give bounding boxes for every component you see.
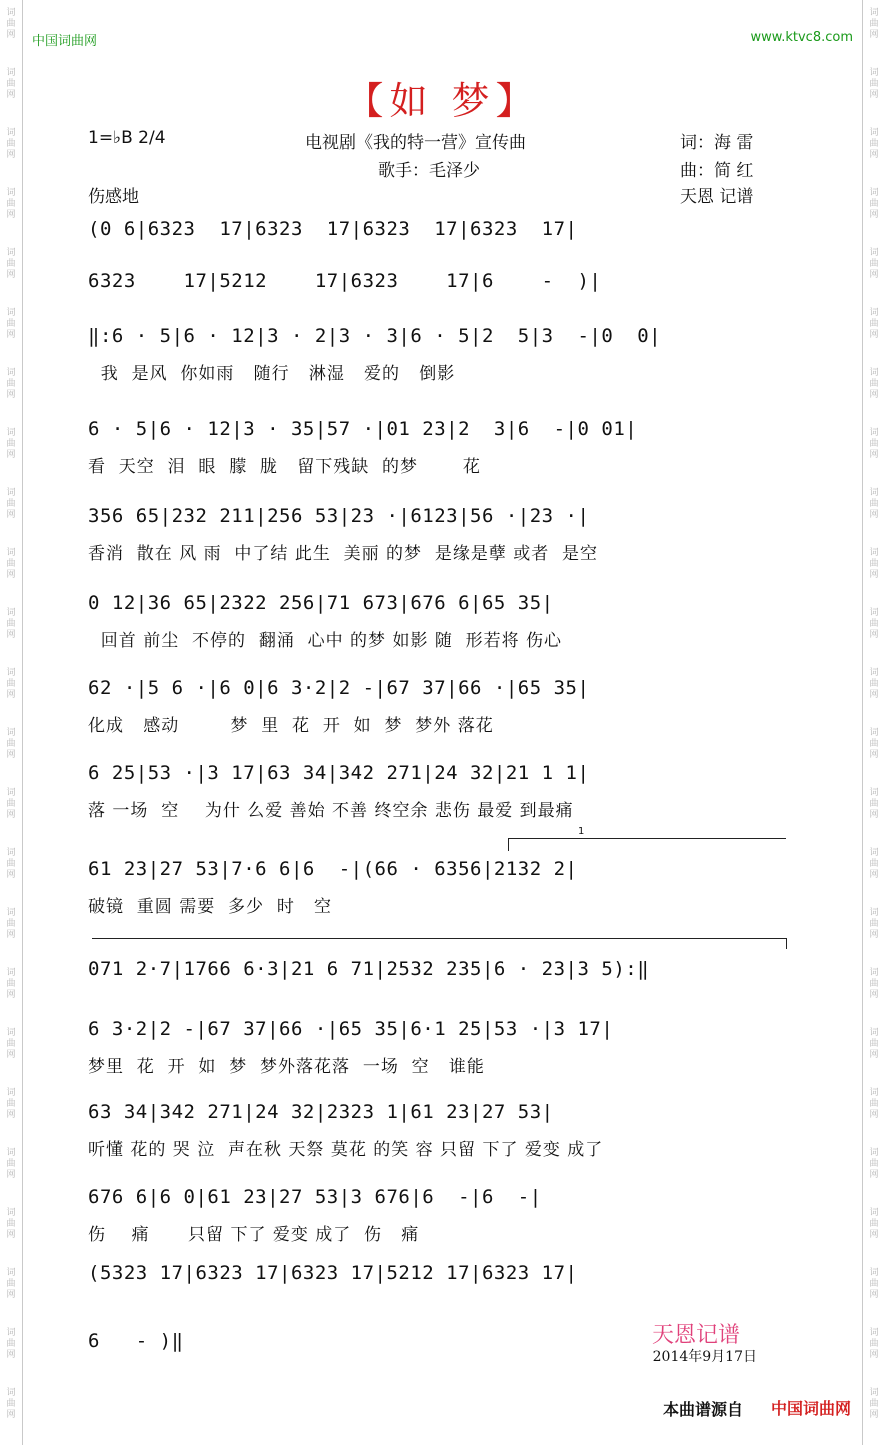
watermark-text: 词 曲 网 bbox=[6, 488, 16, 520]
site-name-top-left: 中国词曲网 bbox=[32, 34, 98, 49]
watermark-text: 词 曲 网 bbox=[869, 128, 879, 160]
watermark-text: 词 曲 网 bbox=[869, 488, 879, 520]
watermark-text: 词 曲 网 bbox=[869, 1028, 879, 1060]
watermark-text: 词 曲 网 bbox=[6, 248, 16, 280]
watermark-text: 词 曲 网 bbox=[869, 1088, 879, 1120]
watermark-text: 词 曲 网 bbox=[869, 848, 879, 880]
watermark-text: 词 曲 网 bbox=[869, 548, 879, 580]
watermark-text: 词 曲 网 bbox=[869, 728, 879, 760]
watermark-text: 词 曲 网 bbox=[869, 968, 879, 1000]
notation-line: 6 25|53 ·|3 17|63 34|342 271|24 32|21 1 1| bbox=[88, 762, 590, 784]
lyrics-line: 听懂 花的 哭 泣 声在秋 天祭 莫花 的笑 容 只留 下了 爱变 成了 bbox=[88, 1140, 604, 1160]
watermark-text: 词 曲 网 bbox=[6, 668, 16, 700]
transcriber: 天恩 记谱 bbox=[680, 187, 754, 207]
watermark-text: 词 曲 网 bbox=[869, 248, 879, 280]
watermark-text: 词 曲 网 bbox=[6, 308, 16, 340]
lyrics-line: 看 天空 泪 眼 朦 胧 留下残缺 的梦 花 bbox=[88, 457, 481, 477]
watermark-text: 词 曲 网 bbox=[6, 548, 16, 580]
watermark-text: 词 曲 网 bbox=[6, 968, 16, 1000]
watermark-text: 词 曲 网 bbox=[6, 1388, 16, 1420]
watermark-text: 词 曲 网 bbox=[869, 188, 879, 220]
site-url-top-right: www.ktvc8.com bbox=[750, 30, 853, 45]
notation-line: 356 65|232 211|256 53|23 ·|6123|56 ·|23 ·| bbox=[88, 505, 590, 527]
notation-line: 63 34|342 271|24 32|2323 1|61 23|27 53| bbox=[88, 1101, 554, 1123]
repeat-bracket-line bbox=[92, 938, 787, 949]
watermark-text: 词 曲 网 bbox=[869, 1208, 879, 1240]
volta-bracket bbox=[508, 838, 786, 851]
key-signature: 1=♭B 2/4 bbox=[88, 128, 166, 148]
watermark-text: 词 曲 网 bbox=[869, 668, 879, 700]
watermark-text: 词 曲 网 bbox=[6, 68, 16, 100]
notation-line: 62 ·|5 6 ·|6 0|6 3·2|2 -|67 37|66 ·|65 35| bbox=[88, 677, 590, 699]
watermark-text: 词 曲 网 bbox=[6, 8, 16, 40]
watermark-text: 词 曲 网 bbox=[6, 428, 16, 460]
watermark-text: 词 曲 网 bbox=[869, 428, 879, 460]
watermark-text: 词 曲 网 bbox=[869, 1388, 879, 1420]
lyricist: 词：海 雷 bbox=[680, 133, 754, 153]
watermark-text: 词 曲 网 bbox=[869, 608, 879, 640]
watermark-text: 词 曲 网 bbox=[869, 368, 879, 400]
watermark-text: 词 曲 网 bbox=[6, 188, 16, 220]
left-margin-strip bbox=[0, 0, 23, 1445]
watermark-text: 词 曲 网 bbox=[6, 368, 16, 400]
notation-line: 6323 17|5212 17|6323 17|6 - )| bbox=[88, 270, 602, 292]
watermark-text: 词 曲 网 bbox=[6, 788, 16, 820]
lyrics-line: 我 是风 你如雨 随行 淋湿 爱的 倒影 bbox=[88, 364, 456, 384]
notation-line: (5323 17|6323 17|6323 17|5212 17|6323 17| bbox=[88, 1262, 578, 1284]
watermark-text: 词 曲 网 bbox=[6, 1028, 16, 1060]
lyrics-line: 落 一场 空 为什 么爱 善始 不善 终空余 悲伤 最爱 到最痛 bbox=[88, 801, 574, 821]
tempo-mood: 伤感地 bbox=[88, 187, 139, 207]
watermark-text: 词 曲 网 bbox=[869, 1148, 879, 1180]
lyrics-line: 梦里 花 开 如 梦 梦外落花落 一场 空 谁能 bbox=[88, 1057, 485, 1077]
song-title: 【如 梦】 bbox=[345, 79, 540, 123]
watermark-text: 词 曲 网 bbox=[869, 1268, 879, 1300]
watermark-text: 词 曲 网 bbox=[6, 1208, 16, 1240]
notation-line: 6 - )‖ bbox=[88, 1330, 184, 1352]
lyrics-line: 回首 前尘 不停的 翻涌 心中 的梦 如影 随 形若将 伤心 bbox=[88, 631, 563, 651]
watermark-text: 词 曲 网 bbox=[6, 908, 16, 940]
watermark-text: 词 曲 网 bbox=[6, 848, 16, 880]
watermark-text: 词 曲 网 bbox=[6, 128, 16, 160]
watermark-text: 词 曲 网 bbox=[6, 608, 16, 640]
watermark-text: 词 曲 网 bbox=[6, 1328, 16, 1360]
notation-line: 6 3·2|2 -|67 37|66 ·|65 35|6·1 25|53 ·|3 17| bbox=[88, 1018, 614, 1040]
lyrics-line: 化成 感动 梦 里 花 开 如 梦 梦外 落花 bbox=[88, 716, 494, 736]
notation-line: ‖:6 · 5|6 · 12|3 · 2|3 · 3|6 · 5|2 5|3 -|0 0| bbox=[88, 325, 662, 347]
source-label: 本曲谱源自 bbox=[662, 1400, 743, 1419]
volta-number: 1 bbox=[578, 826, 585, 837]
notation-line: 61 23|27 53|7·6 6|6 -|(66 · 6356|2132 2| bbox=[88, 858, 578, 880]
transcriber-signature: 天恩记谱 bbox=[651, 1323, 740, 1348]
watermark-text: 词 曲 网 bbox=[869, 1328, 879, 1360]
watermark-text: 词 曲 网 bbox=[6, 1148, 16, 1180]
watermark-text: 词 曲 网 bbox=[6, 728, 16, 760]
source-site: 中国词曲网 bbox=[770, 1399, 851, 1418]
watermark-text: 词 曲 网 bbox=[6, 1268, 16, 1300]
transcription-date: 2014年9月17日 bbox=[652, 1349, 757, 1365]
watermark-text: 词 曲 网 bbox=[869, 788, 879, 820]
singer: 歌手：毛泽少 bbox=[378, 161, 480, 181]
watermark-text: 词 曲 网 bbox=[869, 68, 879, 100]
watermark-text: 词 曲 网 bbox=[6, 1088, 16, 1120]
notation-line: (0 6|6323 17|6323 17|6323 17|6323 17| bbox=[88, 218, 578, 240]
watermark-text: 词 曲 网 bbox=[869, 308, 879, 340]
notation-line: 676 6|6 0|61 23|27 53|3 676|6 -|6 -| bbox=[88, 1186, 542, 1208]
lyrics-line: 伤 痛 只留 下了 爱变 成了 伤 痛 bbox=[88, 1225, 420, 1245]
lyrics-line: 破镜 重圆 需要 多少 时 空 bbox=[88, 897, 333, 917]
lyrics-line: 香消 散在 风 雨 中了结 此生 美丽 的梦 是缘是孽 或者 是空 bbox=[88, 544, 599, 564]
notation-line: 0 12|36 65|2322 256|71 673|676 6|65 35| bbox=[88, 592, 554, 614]
watermark-text: 词 曲 网 bbox=[869, 908, 879, 940]
subtitle: 电视剧《我的特一营》宣传曲 bbox=[305, 133, 526, 153]
notation-line: 071 2·7|1766 6·3|21 6 71|2532 235|6 · 23|3 5):‖ bbox=[88, 958, 650, 980]
right-margin-strip bbox=[862, 0, 885, 1445]
composer: 曲：简 红 bbox=[680, 161, 754, 181]
notation-line: 6 · 5|6 · 12|3 · 35|57 ·|01 23|2 3|6 -|0 01| bbox=[88, 418, 638, 440]
watermark-text: 词 曲 网 bbox=[869, 8, 879, 40]
